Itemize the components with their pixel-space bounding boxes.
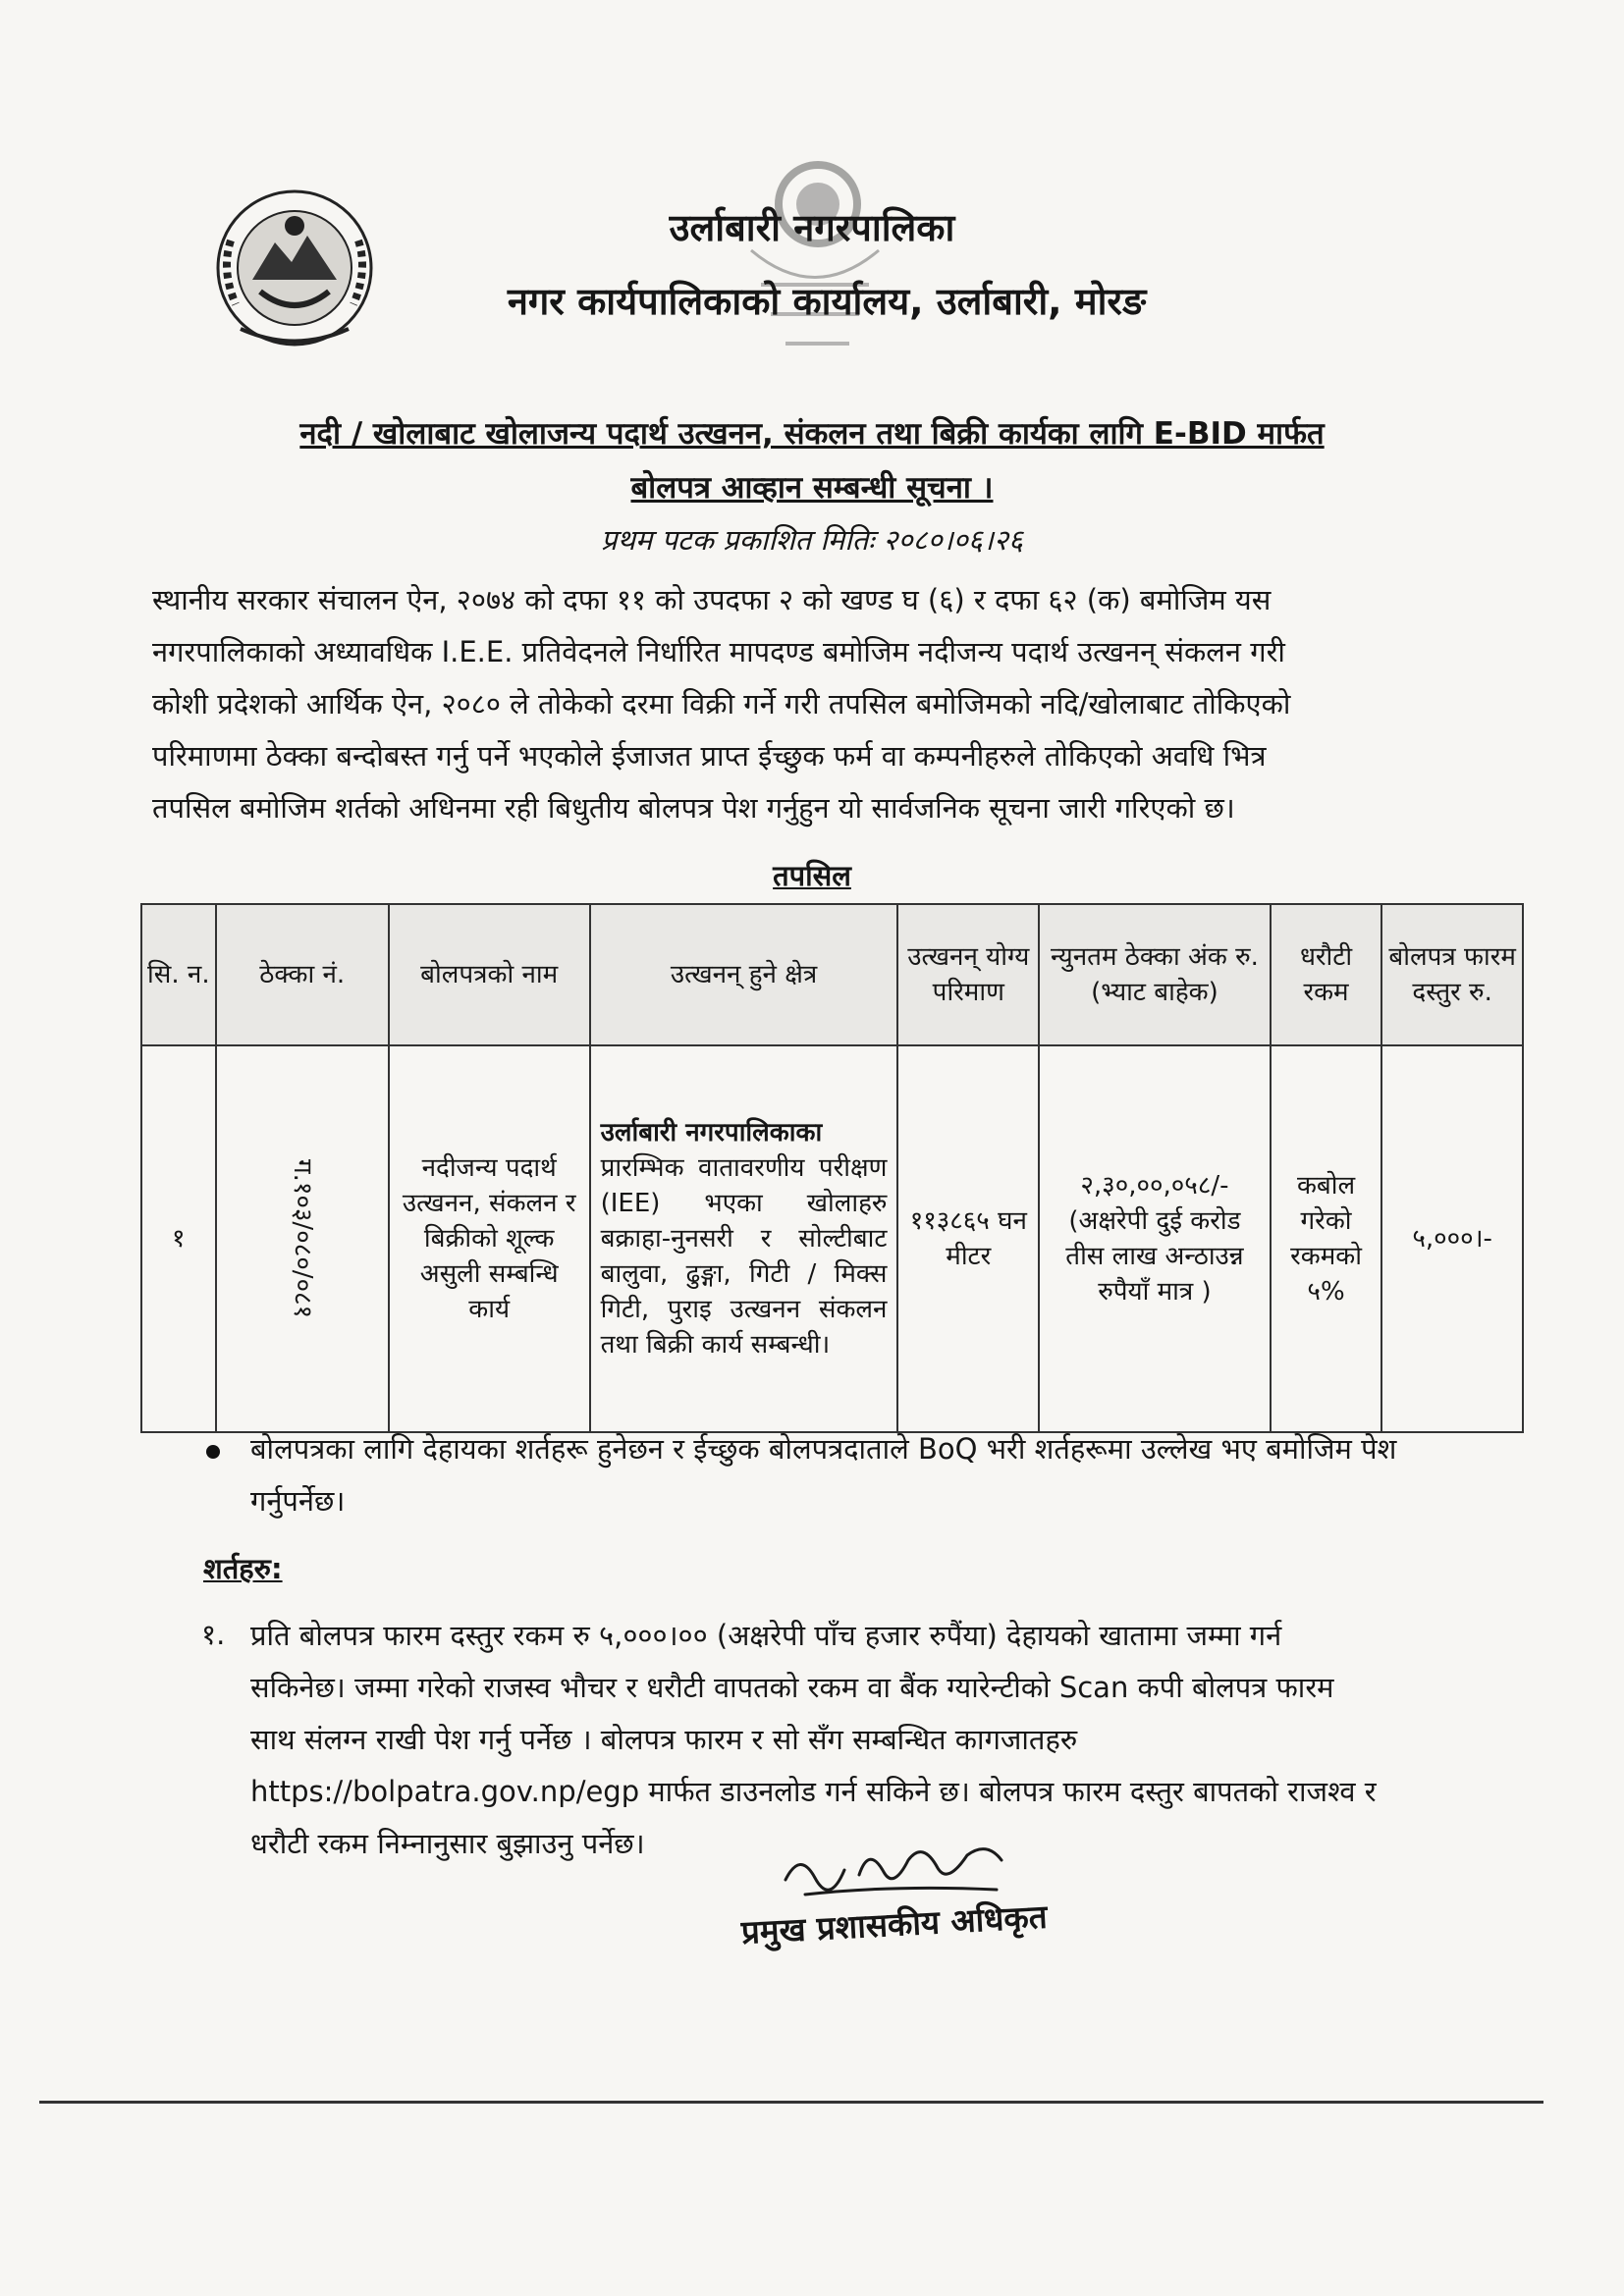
condition-line: धरौटी रकम निम्नानुसार बुझाउनु पर्नेछ। <box>250 1827 645 1860</box>
area-title: उर्लाबारी नगरपालिकाका <box>600 1118 823 1148</box>
table-header-row <box>141 904 1523 1045</box>
condition-line: साथ संलग्न राखी पेश गर्नु पर्नेछ । बोलपत्र फारम र सो सँग सम्बन्धित कागजातहरु <box>250 1723 1078 1756</box>
bullet-dot-icon <box>206 1445 220 1459</box>
cell-min-amount <box>1039 1045 1271 1432</box>
table-row <box>141 1045 1523 1432</box>
cell-contract-no <box>216 1045 389 1432</box>
published-date: प्रथम पटक प्रकाशित मितिः २०८०।०६।२६ <box>600 523 1024 557</box>
office-stamp-icon <box>741 157 889 383</box>
bullet-text: बोलपत्रका लागि देहायका शर्तहरू हुनेछन र ईच्छुक बोलपत्रदाताले BoQ भरी शर्तहरूमा उल्लेख भए बमोजिम पेश गर्नुपर्नेछ। <box>250 1432 1397 1518</box>
header-fee: बोलपत्र फारम दस्तुर रु. <box>1381 904 1523 1045</box>
intro-line: तपसिल बमोजिम शर्तको अधिनमा रही बिधुतीय बोलपत्र पेश गर्नुहुन यो सार्वजनिक सूचना जारी गरिएको छ। <box>152 791 1235 825</box>
intro-line: कोशी प्रदेशको आर्थिक ऐन, २०८० ले तोकेको दरमा विक्री गर्ने गरी तपसिल बमोजिमको नदि/खोलाबाट तोकिएको <box>152 687 1291 721</box>
header-deposit: धरौटी रकम <box>1271 904 1381 1045</box>
tapsil-heading: तपसिल <box>773 859 851 892</box>
header-area: उत्खनन् हुने क्षेत्र <box>590 904 898 1045</box>
cell-quantity: ११३८६५ घन मीटर <box>897 1045 1039 1432</box>
intro-line: परिमाणमा ठेक्का बन्दोबस्त गर्नु पर्ने भएकोले ईजाजत प्राप्त ईच्छुक फर्म वा कम्पनीहरुले तोकिएको अवधि भित्र <box>152 739 1267 773</box>
intro-paragraph <box>152 574 1495 834</box>
municipality-name: उर्लाबारी नगरपालिका <box>669 206 955 249</box>
header-bid-name: बोलपत्रको नाम <box>389 904 590 1045</box>
min-amount-value: २,३०,००,०५८/- <box>1080 1171 1229 1201</box>
cell-area <box>590 1045 898 1432</box>
conditions-heading: शर्तहरु: <box>203 1552 283 1585</box>
footer-divider <box>39 2101 1543 2104</box>
cell-sn: १ <box>141 1045 216 1432</box>
area-text: प्रारम्भिक वातावरणीय परीक्षण (IEE) भएका खोलाहरु बक्राहा-नुनसरी र सोल्टीबाट बालुवा, ढुङ्गा, गिटी / मिक्स गिटी, पुराइ उत्खनन संकलन तथा बिक्री कार्य सम्बन्धी। <box>600 1153 888 1360</box>
notice-title-line2: बोलपत्र आव्हान सम्बन्धी सूचना । <box>630 470 994 506</box>
condition-line: प्रति बोलपत्र फारम दस्तुर रकम रु ५,०००।०० (अक्षरेपी पाँच हजार रुपैंया) देहायको खातामा जम्मा गर्न <box>250 1619 1282 1652</box>
min-amount-words: (अक्षरेपी दुई करोड तीस लाख अन्ठाउन्न रुपैयाँ मात्र ) <box>1065 1206 1244 1307</box>
notice-title-line1: नदी / खोलाबाट खोलाजन्य पदार्थ उत्खनन, संकलन तथा बिक्री कार्यका लागि E-BID मार्फत <box>299 416 1325 452</box>
header-quantity: उत्खनन् योग्य परिमाण <box>897 904 1039 1045</box>
condition-number: १. <box>201 1618 226 1651</box>
cell-bid-name: नदीजन्य पदार्थ उत्खनन, संकलन र बिक्रीको शूल्क असुली सम्बन्धि कार्य <box>389 1045 590 1432</box>
condition-line: सकिनेछ। जम्मा गरेको राजस्व भौचर र धरौटी वापतको रकम वा बैंक ग्यारेन्टीको Scan कपी बोलपत्र फारम <box>250 1671 1334 1704</box>
signatory-title: प्रमुख प्रशासकीय अधिकृत <box>740 1896 1049 1951</box>
condition-line: https://bolpatra.gov.np/egp मार्फत डाउनलोड गर्न सकिने छ। बोलपत्र फारम दस्तुर बापतको राजश्व र <box>250 1775 1377 1808</box>
cell-fee: ५,०००।- <box>1381 1045 1523 1432</box>
office-name: नगर कार्यपालिकाको कार्यालय, उर्लाबारी, मोरङ <box>507 280 1147 323</box>
cell-deposit: कबोल गरेको रकमको ५% <box>1271 1045 1381 1432</box>
header-contract-no: ठेक्का नं. <box>216 904 389 1045</box>
header-sn: सि. न. <box>141 904 216 1045</box>
intro-line: नगरपालिकाको अध्यावधिक I.E.E. प्रतिवेदनले निर्धारित मापदण्ड बमोजिम नदीजन्य पदार्थ उत्खनन् संकलन गरी <box>152 635 1285 668</box>
contract-no-text: ग.१०३/०८०/०८१ <box>287 1158 317 1319</box>
header-min-amount: न्युनतम ठेक्का अंक रु. (भ्याट बाहेक) <box>1039 904 1271 1045</box>
bid-details-table <box>140 903 1524 1433</box>
intro-line: स्थानीय सरकार संचालन ऐन, २०७४ को दफा ११ को उपदफा २ को खण्ड घ (६) र दफा ६२ (क) बमोजिम यस <box>152 583 1272 616</box>
